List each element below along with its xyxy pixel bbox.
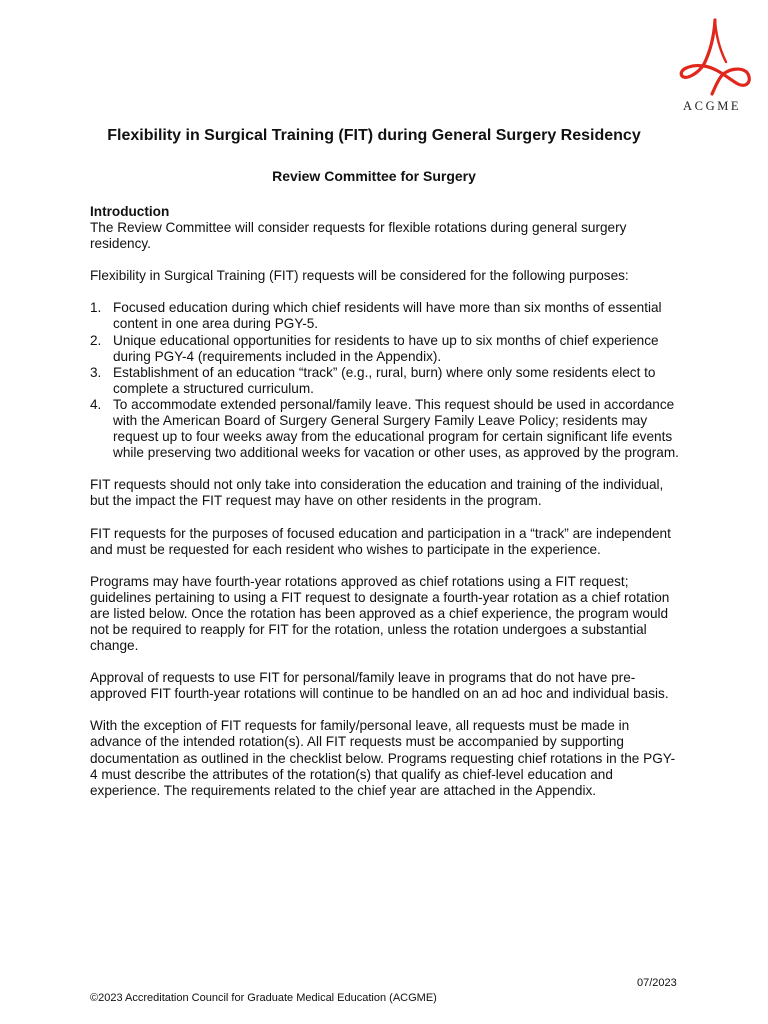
list-item-text: Focused education during which chief residents will have more than six months of essential content in one area during PGY-5. bbox=[113, 300, 662, 332]
list-item bbox=[90, 300, 682, 332]
list-item-text: To accommodate extended personal/family leave. This request should be used in accordance with the American Board of Surgery General Surgery Family Leave Policy; residents may request up to four weeks away from the educational program for certain significant life events while preserving two additional weeks for vacation or other uses, as approved by the program. bbox=[113, 396, 679, 461]
paragraph: The Review Committee will consider requests for flexible rotations during general surgery residency. bbox=[90, 220, 627, 252]
paragraph: Approval of requests to use FIT for personal/family leave in programs that do not have pre-approved FIT fourth-year rotations will continue to be handled on an ad hoc and individual basis. bbox=[90, 670, 669, 702]
document-subtitle: Review Committee for Surgery bbox=[272, 168, 476, 184]
list-item bbox=[90, 397, 682, 461]
purposes-list bbox=[90, 300, 682, 461]
list-item bbox=[90, 365, 682, 397]
list-item-number: 2. bbox=[90, 332, 102, 348]
section-heading-introduction: Introduction bbox=[90, 204, 170, 219]
paragraph: FIT requests should not only take into consideration the education and training of the individual, but the impact the FIT request may have on other residents in the program. bbox=[90, 477, 664, 509]
list-item-text: Establishment of an education “track” (e.g., rural, burn) where only some residents elect to complete a structured curriculum. bbox=[113, 364, 656, 396]
list-item-number: 4. bbox=[90, 396, 102, 412]
paragraph: With the exception of FIT requests for family/personal leave, all requests must be made in advance of the intended rotation(s). All FIT requests must be accompanied by supporting documentation as outlined in the checklist below. Programs requesting chief rotations in the PGY-4 must describe the attributes of the rotation(s) that qualify as chief-level education and experience. The requirements related to the chief year are attached in the Appendix. bbox=[90, 718, 676, 798]
copyright-footer: ©2023 Accreditation Council for Graduate Medical Education (ACGME) bbox=[90, 992, 437, 1004]
acgme-logo bbox=[670, 18, 760, 118]
document-body bbox=[90, 204, 682, 815]
document-title: Flexibility in Surgical Training (FIT) during General Surgery Residency bbox=[107, 127, 641, 144]
acgme-logo-icon bbox=[674, 18, 756, 98]
paragraph: Flexibility in Surgical Training (FIT) requests will be considered for the following purposes: bbox=[90, 268, 629, 284]
logo-text: ACGME bbox=[683, 99, 742, 113]
paragraph: FIT requests for the purposes of focused education and participation in a “track” are independent and must be requested for each resident who wishes to participate in the experience. bbox=[90, 525, 671, 557]
list-item-number: 1. bbox=[90, 300, 102, 316]
list-item bbox=[90, 333, 682, 365]
paragraph: Programs may have fourth-year rotations approved as chief rotations using a FIT request; guidelines pertaining to using a FIT request to designate a fourth-year rotation as a chief rotation are listed below. Once the rotation has been approved as a chief experience, the program would not be required to reapply for FIT for the rotation, unless the rotation undergoes a substantial change. bbox=[90, 573, 670, 654]
document-date: 07/2023 bbox=[637, 977, 677, 989]
list-item-number: 3. bbox=[90, 364, 102, 380]
list-item-text: Unique educational opportunities for residents to have up to six months of chief experience during PGY-4 (requirements included in the Appendix). bbox=[113, 332, 659, 364]
